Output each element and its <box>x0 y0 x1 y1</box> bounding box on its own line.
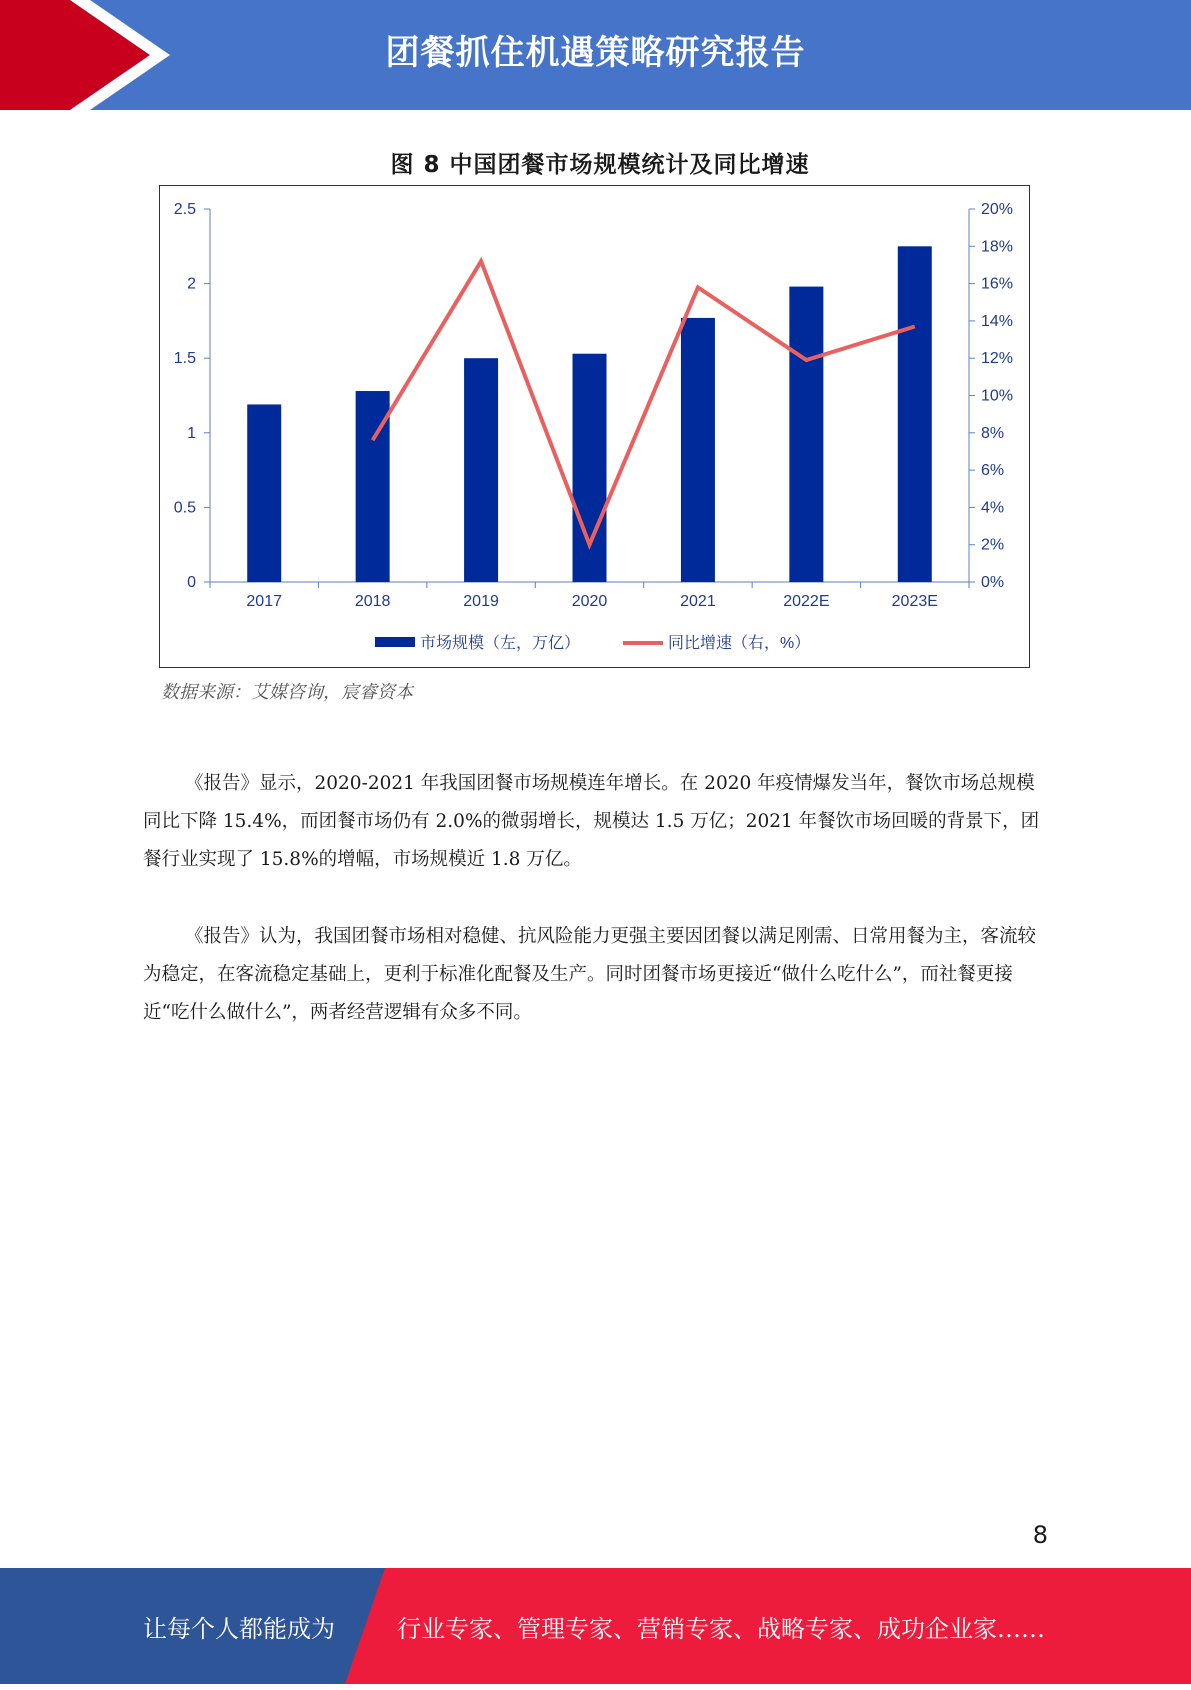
page-footer <box>0 1568 1191 1684</box>
left-axis-tick-label: 0.5 <box>174 499 196 516</box>
legend-swatch-market-size <box>375 637 415 647</box>
legend-label-yoy-growth: 同比增速（右，%） <box>668 634 810 652</box>
left-axis-tick-label: 1.5 <box>174 350 196 367</box>
x-axis-tick-label: 2022E <box>783 593 829 610</box>
bar-market-size <box>898 246 932 582</box>
footer-slogan-left: 让每个人都能成为 <box>143 1568 335 1684</box>
legend-label-market-size: 市场规模（左，万亿） <box>420 633 580 652</box>
bar-market-size <box>681 318 715 582</box>
left-axis-tick-label: 1 <box>187 425 196 442</box>
right-axis-tick-label: 6% <box>981 462 1004 479</box>
bar-market-size <box>464 358 498 582</box>
bar-market-size <box>247 404 281 582</box>
right-axis-tick-label: 8% <box>981 425 1004 442</box>
paragraph-2: 《报告》认为，我国团餐市场相对稳健、抗风险能力更强主要因团餐以满足刚需、日常用餐为主，客流较为稳定，在客流稳定基础上，更利于标准化配餐及生产。同时团餐市场更接近“做什么吃什么”，而社餐更接近“吃什么做什么”，两者经营逻辑有众多不同。 <box>143 918 1048 1032</box>
bar-market-size <box>789 287 823 582</box>
combo-chart <box>160 186 1031 669</box>
x-axis-tick-label: 2021 <box>680 593 716 610</box>
figure-source: 数据来源：艾媒咨询，宸睿资本 <box>161 678 413 704</box>
x-axis-tick-label: 2023E <box>892 593 938 610</box>
x-axis-tick-label: 2019 <box>463 593 499 610</box>
x-axis-tick-label: 2018 <box>355 593 391 610</box>
right-axis-tick-label: 16% <box>981 276 1013 293</box>
line-yoy-growth <box>373 261 915 544</box>
right-axis-tick-label: 12% <box>981 350 1013 367</box>
chart-container <box>159 185 1030 668</box>
left-axis-tick-label: 2 <box>187 276 196 293</box>
header-title: 团餐抓住机遇策略研究报告 <box>0 0 1191 110</box>
left-axis-tick-label: 2.5 <box>174 201 196 218</box>
page-number: 8 <box>1033 1521 1048 1549</box>
x-axis-tick-label: 2017 <box>246 593 282 610</box>
right-axis-tick-label: 20% <box>981 201 1013 218</box>
left-axis-tick-label: 0 <box>187 574 196 591</box>
footer-slogan-right: 行业专家、管理专家、营销专家、战略专家、成功企业家…… <box>397 1568 1045 1684</box>
right-axis-tick-label: 2% <box>981 537 1004 554</box>
right-axis-tick-label: 4% <box>981 499 1004 516</box>
right-axis-tick-label: 18% <box>981 238 1013 255</box>
paragraph-1: 《报告》显示，2020-2021 年我国团餐市场规模连年增长。在 2020 年疫情爆发当年，餐饮市场总规模同比下降 15.4%，而团餐市场仍有 2.0%的微弱增长，规模达 1.5 万亿；2021 年餐饮市场回暖的背景下，团餐行业实现了 15.8%的增幅，市场规模近 1.8 万亿。 <box>143 765 1048 879</box>
x-axis-tick-label: 2020 <box>572 593 608 610</box>
page-header <box>0 0 1191 110</box>
right-axis-tick-label: 10% <box>981 388 1013 405</box>
figure-title: 图 8 中国团餐市场规模统计及同比增速 <box>160 146 1040 179</box>
right-axis-tick-label: 14% <box>981 313 1013 330</box>
right-axis-tick-label: 0% <box>981 574 1004 591</box>
